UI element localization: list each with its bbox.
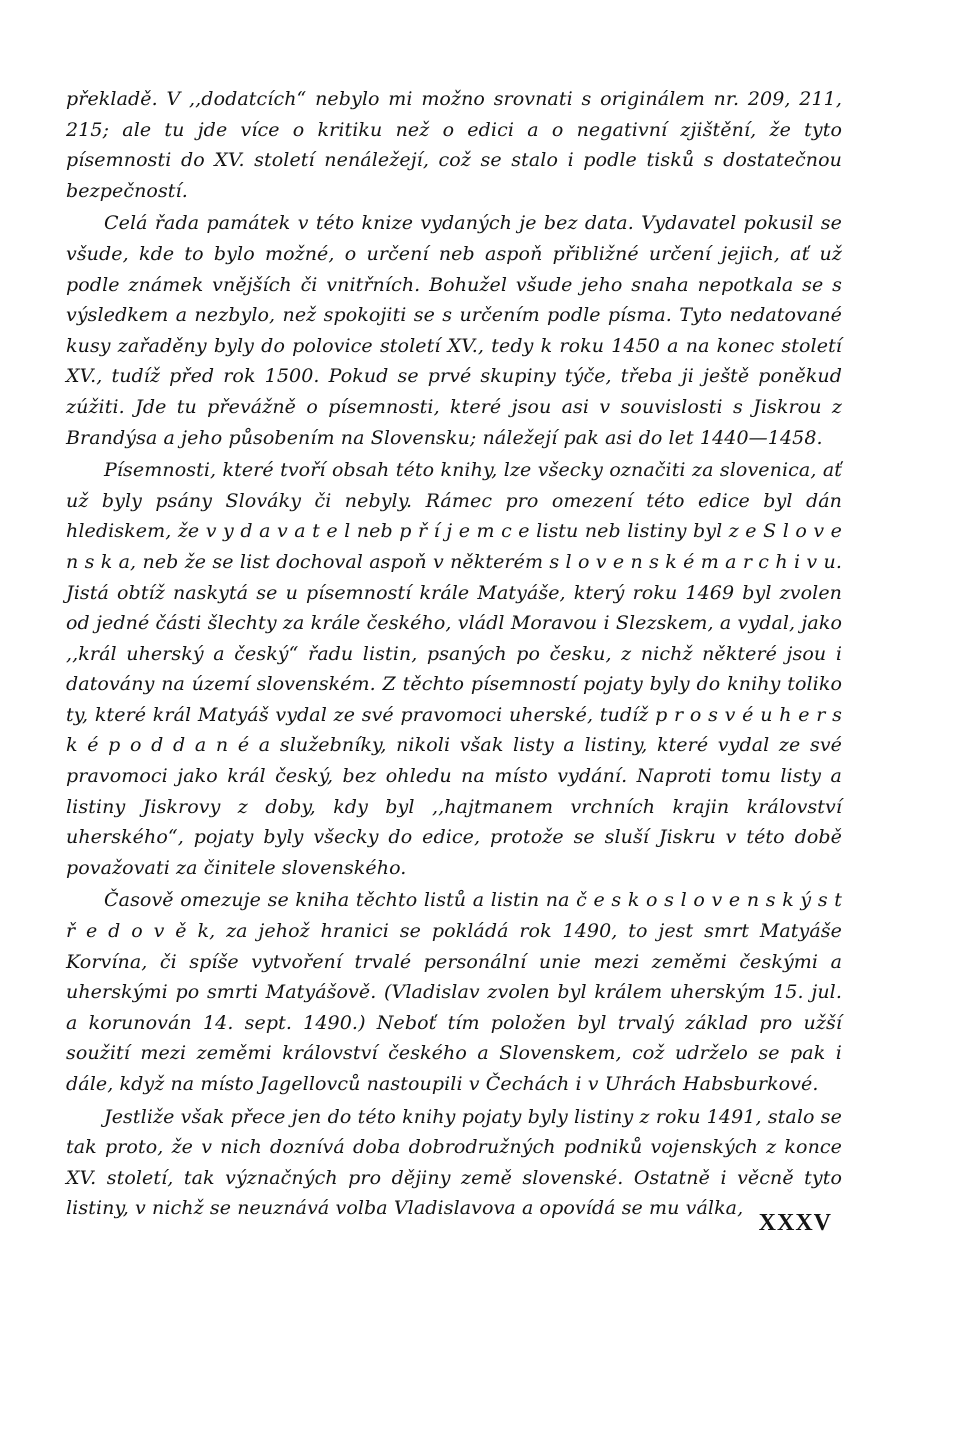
paragraph-5: Jestliže však přece jen do této knihy pojaty byly listiny z roku 1491, stalo se tak proto, že v nich doznívá doba dobrodružných podniků vojenských z konce XV. století, tak význačných pro dějiny země slovenské. Ostatně i věcně tyto listiny, v nichž se neuznává volba Vladislavova a opovídá se mu válka, (66, 1105, 842, 1220)
page-body (66, 84, 842, 1226)
paragraph-1: překladě. V ,,dodatcích“ nebylo mi možno srovnati s originálem nr. 209, 211, 215; ale tu jde více o kritiku než o edici a o negativní zjištění, že tyto písemnosti do XV. století nenáležejí, což se stalo i podle tisků s dostatečnou bezpečností. (66, 88, 842, 202)
paragraph-2: Celá řada památek v této knize vydaných je bez data. Vydavatel pokusil se všude, kde to bylo možné, o určení neb aspoň přibližné určení jejich, ať už podle známek vnějších či vnitřních. Bohužel všude jeho snaha nepotkala se s výsledkem a nezbylo, než spokojiti se s určením podle písma. Tyto nedatované kusy zařaděny byly do polovice století XV., tedy k roku 1450 a na konec století XV., tudíž před rok 1500. Pokud se prvé skupiny týče, třeba ji ještě poněkud zúžiti. Jde tu převážně o písemnosti, které jsou asi v souvislosti s Jiskrou z Brandýsa a jeho působením na Slovensku; náležejí pak asi do let 1440—1458. (66, 212, 842, 449)
paragraph-4: Časově omezuje se kniha těchto listů a listin na č e s k o s l o v e n s k ý s t ř e d o v ě k, za jehož hranici se pokládá rok 1490, to jest smrt Matyáše Korvína, či spíše vytvoření trvalé personální unie mezi zeměmi českými a uherskými po smrti Matyášově. (Vladislav zvolen byl králem uherským 15. jul. a korunován 14. sept. 1490.) Neboť tím položen byl trvalý základ pro užší soužití mezi zeměmi království českého a Slovenskem, což udrželo se pak i dále, když na místo Jagellovců nastoupili v Čechách i v Uhrách Habsburkové. (66, 889, 842, 1095)
page-number: XXXV (758, 1210, 832, 1236)
paragraph-3: Písemnosti, které tvoří obsah této knihy, lze všecky označiti za slovenica, ať už byly psány Slováky či nebyly. Rámec pro omezení této edice byl dán hlediskem, že v y d a v a t e l neb p ř í j e m c e listu neb listiny byl z e S l o v e n s k a, neb že se list dochoval aspoň v některém s l o v e n s k é m a r c h i v u. Jistá obtíž naskytá se u písemností krále Matyáše, který roku 1469 byl zvolen od jedné části šlechty za krále českého, vládl Moravou i Slezskem, a vydal, jako ,,král uherský a český“ řadu listin, psaných po česku, z nichž některé jsou i datovány na území slovenském. Z těchto písemností pojaty byly do knihy toliko ty, které král Matyáš vydal ze své pravomoci uherské, tudíž p r o s v é u h e r s k é p o d d a n é a služebníky, nikoli však listy a listiny, které vydal ze své pravomoci jako král český, bez ohledu na místo vydání. Naproti tomu listy a listiny Jiskrovy z doby, kdy byl ,,hajtmanem vrchních krajin království uherského“, pojaty byly všecky do edice, protože se sluší Jiskru v této době považovati za činitele slovenského. (66, 459, 842, 879)
